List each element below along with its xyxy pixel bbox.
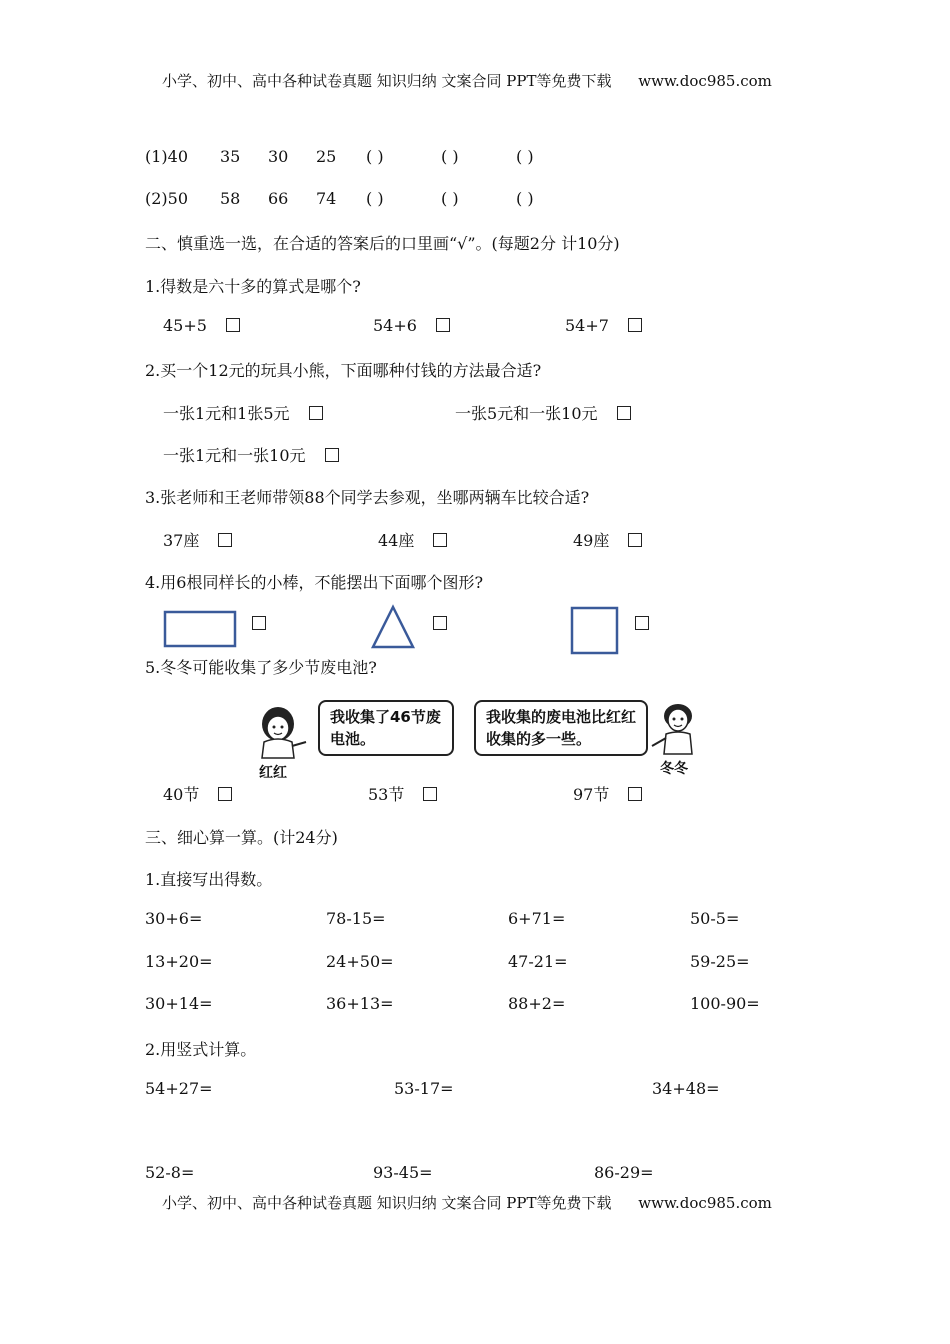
seq-row-2 [145,189,534,208]
oral-item: 36+13= [326,994,394,1013]
oral-item: 78-15= [326,909,386,928]
checkbox[interactable] [218,787,232,801]
oral-item: 47-21= [508,952,568,971]
speech-bubble-left: 我收集了46节废电池。 [318,700,454,756]
q5-option-1[interactable]: 40节 [163,782,232,805]
vertical-item: 52-8= [145,1163,195,1182]
seq-row-1 [145,147,534,166]
q3-option-1[interactable]: 37座 [163,528,232,551]
q2-option-2[interactable]: 一张5元和一张10元 [455,401,631,424]
oral-item: 24+50= [326,952,394,971]
blank-paren[interactable]: ( ) [441,189,459,208]
q1-option-3[interactable]: 54+7 [565,316,642,335]
q5-option-3[interactable]: 97节 [573,782,642,805]
checkbox[interactable] [436,318,450,332]
header-text: 小学、初中、高中各种试卷真题 知识归纳 文案合同 PPT等免费下载 [162,72,612,90]
oral-item: 13+20= [145,952,213,971]
oral-item: 50-5= [690,909,740,928]
vertical-item: 34+48= [652,1079,720,1098]
page-header [162,70,772,91]
boy-name: 冬冬 [660,761,688,777]
speech-bubble-right: 我收集的废电池比红红收集的多一些。 [474,700,648,756]
seq-number: 74 [316,189,337,208]
section2-title: 二、慎重选一选，在合适的答案后的口里画“√”。(每题2分 计10分) [145,234,620,253]
seq-number: 66 [268,189,289,208]
q2-text: 2.买一个12元的玩具小熊，下面哪种付钱的方法最合适? [145,361,542,380]
seq-number: 58 [220,189,241,208]
checkbox[interactable] [423,787,437,801]
vertical-item: 53-17= [394,1079,454,1098]
q3-text: 3.张老师和王老师带领88个同学去参观，坐哪两辆车比较合适? [145,488,590,507]
vertical-item: 54+27= [145,1079,213,1098]
vertical-item: 93-45= [373,1163,433,1182]
checkbox[interactable] [218,533,232,547]
q2-option-1[interactable]: 一张1元和1张5元 [163,401,323,424]
q2-option-3[interactable]: 一张1元和一张10元 [163,443,339,466]
checkbox[interactable] [252,616,266,630]
square-shape [570,606,620,656]
checkbox[interactable] [226,318,240,332]
blank-paren[interactable]: ( ) [366,189,384,208]
q3-option-3[interactable]: 49座 [573,528,642,551]
footer-text: 小学、初中、高中各种试卷真题 知识归纳 文案合同 PPT等免费下载 [162,1194,612,1212]
vertical-item: 86-29= [594,1163,654,1182]
checkbox[interactable] [635,616,649,630]
q1-option-1[interactable]: 45+5 [163,316,240,335]
oral-item: 88+2= [508,994,566,1013]
checkbox[interactable] [325,448,339,462]
checkbox[interactable] [309,406,323,420]
seq-label: (1)40 [145,147,189,166]
checkbox[interactable] [433,616,447,630]
girl-figure [250,702,312,764]
checkbox[interactable] [617,406,631,420]
girl-name: 红红 [259,765,287,781]
page-footer [162,1192,772,1213]
oral-item: 30+6= [145,909,203,928]
q5-option-2[interactable]: 53节 [368,782,437,805]
seq-number: 35 [220,147,241,166]
oral-item: 30+14= [145,994,213,1013]
seq-number: 25 [316,147,337,166]
section3-title: 三、细心算一算。(计24分) [145,828,338,847]
oral-item: 100-90= [690,994,760,1013]
q3-option-2[interactable]: 44座 [378,528,447,551]
blank-paren[interactable]: ( ) [516,189,534,208]
q1-text: 1.得数是六十多的算式是哪个? [145,277,361,296]
blank-paren[interactable]: ( ) [441,147,459,166]
oral-item: 59-25= [690,952,750,971]
checkbox[interactable] [628,787,642,801]
blank-paren[interactable]: ( ) [516,147,534,166]
checkbox[interactable] [433,533,447,547]
q1-option-2[interactable]: 54+6 [373,316,450,335]
boy-figure [648,700,700,758]
section3-sub2: 2.用竖式计算。 [145,1040,257,1059]
q4-text: 4.用6根同样长的小棒，不能摆出下面哪个图形? [145,573,484,592]
triangle-shape [370,604,416,650]
footer-url: www.doc985.com [638,1194,772,1212]
section3-sub1: 1.直接写出得数。 [145,870,273,889]
oral-item: 6+71= [508,909,566,928]
seq-label: (2)50 [145,189,189,208]
blank-paren[interactable]: ( ) [366,147,384,166]
seq-number: 30 [268,147,289,166]
checkbox[interactable] [628,533,642,547]
header-url: www.doc985.com [638,72,772,90]
checkbox[interactable] [628,318,642,332]
q5-text: 5.冬冬可能收集了多少节废电池? [145,658,377,677]
rectangle-shape [163,610,239,650]
